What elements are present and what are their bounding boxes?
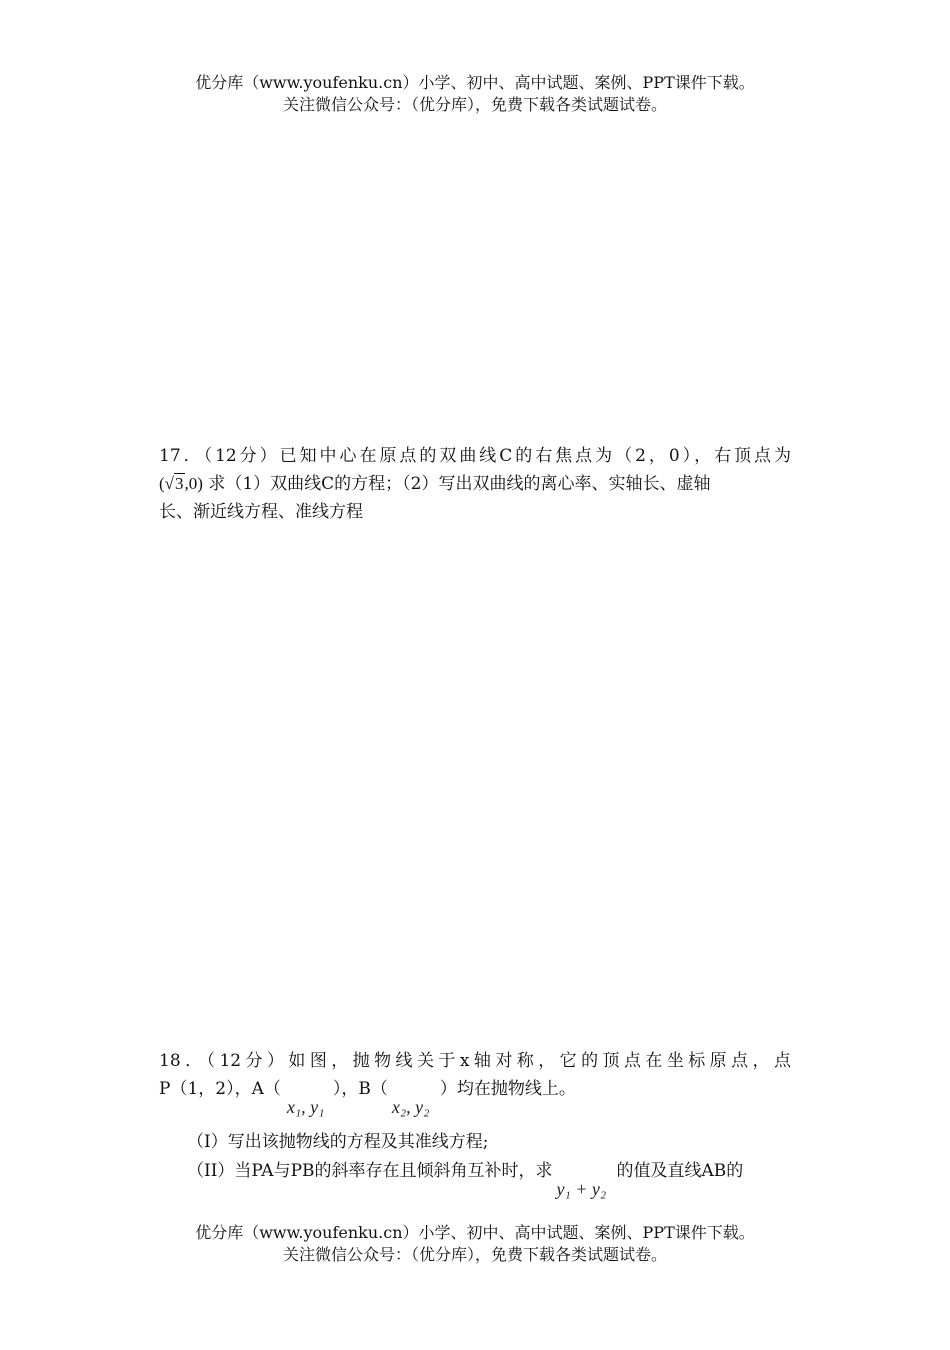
- footer-line-2: 关注微信公众号：（优分库），免费下载各类试题试卷。: [282, 1245, 667, 1264]
- page-header: [0, 72, 950, 116]
- sqrt-sign: √: [164, 474, 175, 493]
- point-a-formula: x₁, y₁: [286, 1097, 325, 1117]
- q17-line-3: 长、渐近线方程、准线方程: [159, 502, 363, 522]
- point-a-coords: [281, 1075, 333, 1117]
- q18-part-1: （I）写出该抛物线的方程及其准线方程;: [187, 1132, 489, 1152]
- q17-line-2-text: 求（1）双曲线C的方程；（2）写出双曲线的离心率、实轴长、虚轴: [202, 474, 711, 494]
- point-b-coords: [388, 1075, 440, 1117]
- page-footer: [0, 1222, 950, 1266]
- question-18: [159, 1047, 791, 1117]
- vertex-coordinate: (√3,0): [159, 474, 203, 493]
- point-b-formula: x₂, y₂: [391, 1097, 430, 1117]
- sum-formula: y₁ + y₂: [556, 1179, 607, 1199]
- q17-line-2: [159, 470, 791, 498]
- question-17: [159, 442, 791, 526]
- footer-line-1: 优分库（www.youfenku.cn）小学、初中、高中试题、案例、PPT课件下载。: [195, 1223, 755, 1242]
- sqrt-radicand: 3: [175, 474, 184, 493]
- q18-line-2: P（1，2），A（ x₁, y₁ ），B（ x₂, y₂ ）均在抛物线上。: [159, 1075, 791, 1103]
- header-line-1: 优分库（www.youfenku.cn）小学、初中、高中试题、案例、PPT课件下载。: [195, 73, 755, 92]
- sum-expression: [553, 1157, 617, 1199]
- q18-part-2: （II）当PA与PB的斜率存在且倾斜角互补时，求 y₁ + y₂ 的值及直线AB的: [187, 1157, 791, 1185]
- q17-line-1: 17．（12分）已知中心在原点的双曲线C的右焦点为（2，0），右顶点为: [159, 446, 791, 466]
- q18-line-1: 18．（12分）如图，抛物线关于x轴对称，它的顶点在坐标原点，点: [159, 1051, 791, 1071]
- header-line-2: 关注微信公众号：（优分库），免费下载各类试题试卷。: [282, 95, 667, 114]
